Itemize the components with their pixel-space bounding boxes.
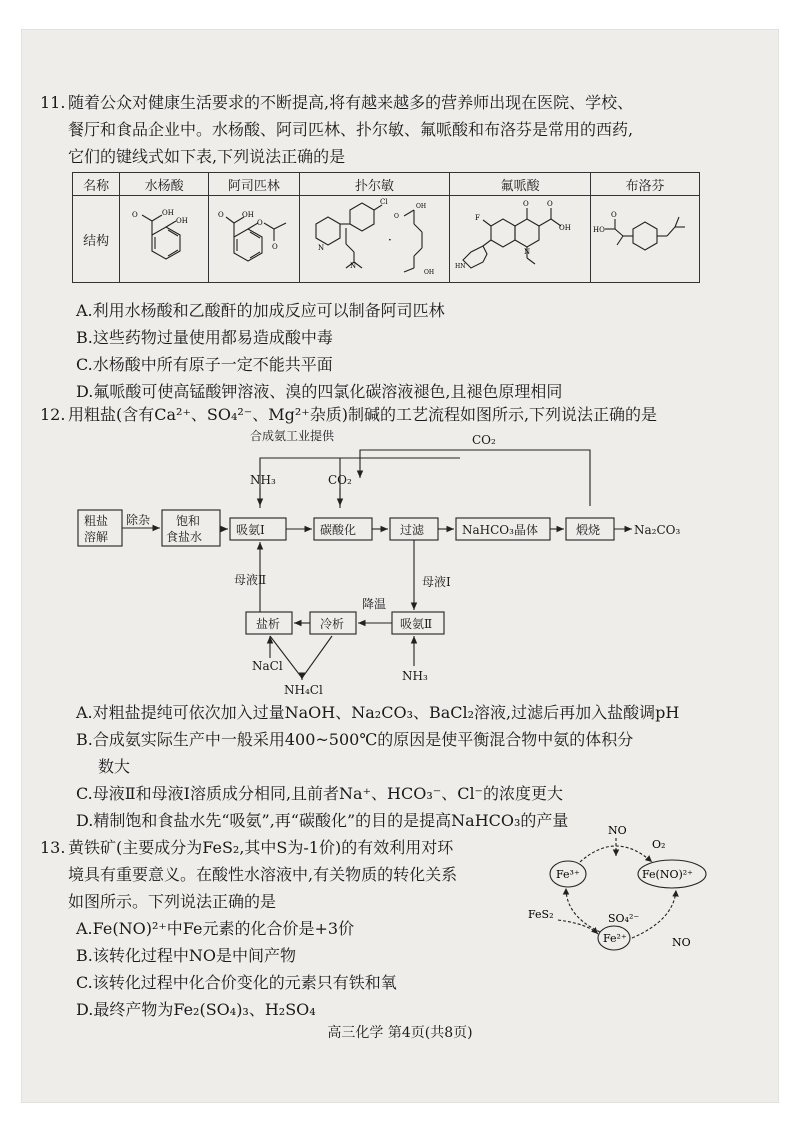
box-calcine-label: 煅烧 xyxy=(576,523,601,537)
box-absorb2-label: 吸氨Ⅱ xyxy=(400,617,433,631)
label-ammonia-supply: 合成氨工业提供 xyxy=(250,429,335,443)
q13-stem-line3: 如图所示。下列说法正确的是 xyxy=(68,892,277,911)
cycle-o2: O₂ xyxy=(652,838,666,851)
aspirin-structure xyxy=(212,197,296,277)
q11-option-c: C.水杨酸中所有原子一定不能共平面 xyxy=(76,355,333,374)
structure-ibuprofen xyxy=(591,196,700,283)
q12-option-a: A.对粗盐提纯可依次加入过量NaOH、Na₂CO₃、BaCl₂溶液,过滤后再加入盐酸调pH xyxy=(76,703,680,722)
q12-option-b: B.合成氨实际生产中一般采用400~500℃的原因是使平衡混合物中氨的体积分 xyxy=(76,730,634,749)
label-liquor2: 母液Ⅱ xyxy=(234,573,267,587)
cycle-no-top: NO xyxy=(608,824,627,837)
table-header-name: 名称 xyxy=(73,173,120,196)
label-co2-top: CO₂ xyxy=(472,433,496,447)
label-product: Na₂CO₃ xyxy=(634,523,681,537)
label-co2-in: CO₂ xyxy=(328,473,352,487)
svg-text:·: · xyxy=(388,233,393,247)
ibuprofen-structure xyxy=(591,197,699,277)
svg-text:OH: OH xyxy=(416,203,427,210)
structure-salicylic xyxy=(120,196,209,283)
q11-option-b: B.这些药物过量使用都易造成酸中毒 xyxy=(76,328,333,347)
structure-chlorphenamine xyxy=(299,196,450,283)
q13-option-b: B.该转化过程中NO是中间产物 xyxy=(76,946,296,965)
label-nh3-in: NH₃ xyxy=(250,473,276,487)
drug-structure-table xyxy=(72,172,700,283)
q11-stem-line1: 随着公众对健康生活要求的不断提高,将有越来越多的营养师出现在医院、学校、 xyxy=(68,93,634,112)
norfloxacin-structure xyxy=(453,196,587,278)
svg-text:OH: OH xyxy=(424,269,435,276)
page-footer: 高三化学 第4页(共8页) xyxy=(327,1025,473,1041)
pyrite-cycle-diagram xyxy=(528,820,708,970)
svg-text:O: O xyxy=(217,211,224,219)
box-crystal-label: NaHCO₃晶体 xyxy=(462,523,538,537)
soda-process-flowchart xyxy=(70,428,710,698)
cycle-fe3: Fe³⁺ xyxy=(556,868,580,881)
q11-stem-line3: 它们的键线式如下表,下列说法正确的是 xyxy=(68,147,346,166)
structure-norfloxacin xyxy=(450,196,591,283)
box-carbon-label: 碳酸化 xyxy=(320,523,357,537)
svg-text:OH: OH xyxy=(176,217,189,225)
q11-stem-line2: 餐厅和食品企业中。水杨酸、阿司匹林、扑尔敏、氟哌酸和布洛芬是常用的西药, xyxy=(68,120,634,139)
svg-text:OH: OH xyxy=(241,211,254,219)
label-remove-impurities: 除杂 xyxy=(126,513,151,527)
q13-option-d: D.最终产物为Fe₂(SO₄)₃、H₂SO₄ xyxy=(76,1000,316,1019)
table-header-structure: 结构 xyxy=(73,196,120,283)
drug-name-ibuprofen: 布洛芬 xyxy=(591,173,700,196)
box-absorb1-label: 吸氨Ⅰ xyxy=(236,523,265,537)
box-filter-label: 过滤 xyxy=(400,523,425,537)
salicylic-acid-structure xyxy=(124,197,204,277)
drug-name-aspirin: 阿司匹林 xyxy=(209,173,300,196)
cycle-so4: SO₄²⁻ xyxy=(608,912,640,925)
label-liquor1: 母液Ⅰ xyxy=(422,575,451,589)
box-brine-line2: 食盐水 xyxy=(166,530,203,544)
svg-text:O: O xyxy=(132,211,138,219)
svg-text:O: O xyxy=(523,200,529,208)
svg-text:F: F xyxy=(475,214,480,222)
label-nacl: NaCl xyxy=(252,659,283,673)
q13-option-a: A.Fe(NO)²⁺中Fe元素的化合价是+3价 xyxy=(76,919,355,938)
flowchart-svg xyxy=(70,428,710,698)
svg-text:OH: OH xyxy=(162,209,175,217)
drug-name-salicylic: 水杨酸 xyxy=(120,173,209,196)
svg-text:O: O xyxy=(547,200,553,208)
label-nh4cl: NH₄Cl xyxy=(284,683,323,697)
q13-number: 13. xyxy=(40,838,66,857)
q13-option-c: C.该转化过程中化合价变化的元素只有铁和氧 xyxy=(76,973,397,992)
cycle-fe2: Fe²⁺ xyxy=(603,932,627,945)
drug-name-chlorphenamine: 扑尔敏 xyxy=(299,173,450,196)
cycle-no-bottom: NO xyxy=(672,936,691,949)
q12-number: 12. xyxy=(40,405,66,424)
svg-text:O: O xyxy=(256,219,263,227)
svg-text:HN: HN xyxy=(455,263,466,270)
label-nh3-bottom: NH₃ xyxy=(402,669,428,683)
structure-aspirin xyxy=(209,196,300,283)
svg-text:N: N xyxy=(318,244,325,252)
q12-option-d: D.精制饱和食盐水先“吸氨”,再“碳酸化”的目的是提高NaHCO₃的产量 xyxy=(76,811,569,830)
svg-text:N: N xyxy=(350,262,357,270)
q11-option-d: D.氟哌酸可使高锰酸钾溶液、溴的四氯化碳溶液褪色,且褪色原理相同 xyxy=(76,382,563,401)
q12-option-b-cont: 数大 xyxy=(98,757,131,776)
svg-text:OH: OH xyxy=(559,224,571,232)
svg-text:N: N xyxy=(524,248,531,256)
q12-option-c: C.母液Ⅱ和母液Ⅰ溶质成分相同,且前者Na⁺、HCO₃⁻、Cl⁻的浓度更大 xyxy=(76,784,564,803)
cycle-fes2: FeS₂ xyxy=(528,908,554,921)
q12-stem: 用粗盐(含有Ca²⁺、SO₄²⁻、Mg²⁺杂质)制碱的工艺流程如图所示,下列说法正确的是 xyxy=(68,405,658,424)
drug-name-norfloxacin: 氟哌酸 xyxy=(450,173,591,196)
box-salt-label: 盐析 xyxy=(256,617,281,631)
svg-text:O: O xyxy=(394,213,400,220)
label-cooling: 降温 xyxy=(362,597,387,611)
box-crude-line1: 粗盐 xyxy=(84,514,109,528)
cycle-svg xyxy=(528,820,708,970)
box-brine-line1: 饱和 xyxy=(176,514,201,528)
svg-text:HO: HO xyxy=(593,226,605,234)
q13-stem-line2: 境具有重要意义。在酸性水溶液中,有关物质的转化关系 xyxy=(68,865,458,884)
q11-number: 11. xyxy=(40,93,66,112)
svg-text:O: O xyxy=(611,211,617,219)
cycle-feno: Fe(NO)²⁺ xyxy=(642,868,693,881)
box-crude-line2: 溶解 xyxy=(84,530,109,544)
chlorphenamine-structure xyxy=(304,196,444,278)
q13-stem-line1: 黄铁矿(主要成分为FeS₂,其中S为-1价)的有效利用对环 xyxy=(68,838,454,857)
q11-option-a: A.利用水杨酸和乙酸酐的加成反应可以制备阿司匹林 xyxy=(76,301,445,320)
box-cool-label: 冷析 xyxy=(320,617,345,631)
svg-text:Cl: Cl xyxy=(380,198,389,206)
svg-text:O: O xyxy=(271,243,278,251)
